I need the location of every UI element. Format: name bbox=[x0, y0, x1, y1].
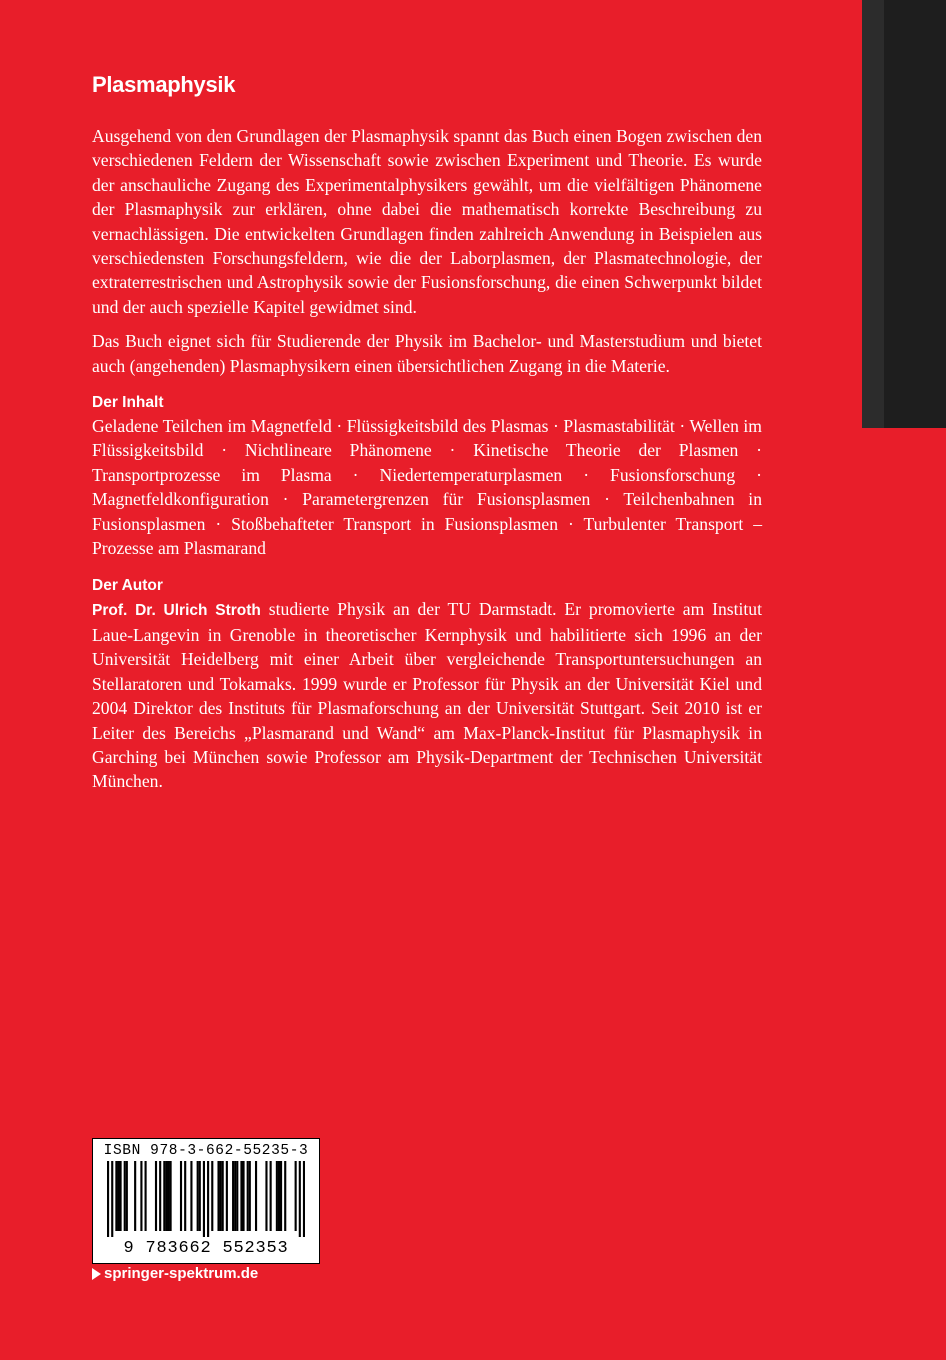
intro-paragraph-2: Das Buch eignet sich für Studierende der Physik im Bachelor- und Masterstudium und bietet auch (angehenden) Plasmaphysikern einen übersichtlichen Zugang in die Materie. bbox=[92, 331, 762, 376]
barcode-bar bbox=[140, 1161, 142, 1231]
barcode-bar bbox=[303, 1161, 305, 1237]
barcode-bar bbox=[220, 1161, 222, 1231]
barcode-digits: 9 783662 552353 bbox=[123, 1239, 289, 1258]
barcode-bar bbox=[207, 1161, 209, 1237]
barcode-bar bbox=[117, 1161, 119, 1231]
barcode-bar bbox=[211, 1161, 213, 1231]
author-name: Prof. Dr. Ulrich Stroth bbox=[92, 601, 261, 619]
barcode-bar bbox=[197, 1161, 199, 1231]
barcode-bar bbox=[120, 1161, 122, 1231]
barcode-bar bbox=[284, 1161, 286, 1231]
barcode-bar bbox=[240, 1161, 242, 1231]
barcode-bar bbox=[163, 1161, 165, 1231]
barcode-bar bbox=[222, 1161, 224, 1231]
publisher-url: springer-spektrum.de bbox=[104, 1265, 259, 1282]
barcode-bars bbox=[107, 1161, 305, 1237]
contents-text: Geladene Teilchen im Magnetfeld · Flüssigkeitsbild des Plasmas · Plasmastabilität · Wellen im Flüssigkeitsbild · Nichtlineare Phänomene · Kinetische Theorie der Plasmen · Transportprozesse im Plasma · Niedertemperaturplasmen · Fusionsforschung · Magnetfeldkonfiguration · Parametergrenzen für Fusionsplasmen · Teilchenbahnen in Fusionsplasmen · Stoßbehafteter Transport in Fusionsplasmen · Turbulenter Transport – Prozesse am Plasmarand bbox=[92, 416, 762, 559]
barcode-bar bbox=[159, 1161, 161, 1231]
barcode-bar bbox=[232, 1161, 234, 1231]
barcode-bar bbox=[184, 1161, 186, 1231]
author-bio: studierte Physik an der TU Darmstadt. Er promovierte am Institut Laue-Langevin in Grenoble in theoretischer Kernphysik und habilitierte sich 1996 an der Universität Heidelberg mit einer Arbeit über vergleichende Transportuntersuchungen an Stellaratoren und Tokamaks. 1999 wurde er Professor für Physik an der Universität Kiel und 2004 Direktor des Instituts für Plasmaforschung an der Universität Stuttgart. Seit 2010 ist er Leiter des Bereichs „Plasmarand und Wand“ am Max-Planck-Institut für Plasmaphysik in Garching bei München sowie Professor am Physik-Department der Technischen Universität München. bbox=[92, 598, 762, 792]
barcode-bar bbox=[107, 1161, 109, 1237]
barcode-bar bbox=[270, 1161, 272, 1231]
barcode-bar bbox=[265, 1161, 267, 1231]
barcode-bar bbox=[111, 1161, 113, 1237]
spine-bar bbox=[862, 0, 946, 428]
barcode-bar bbox=[247, 1161, 249, 1231]
barcode-bar bbox=[299, 1161, 301, 1237]
barcode-bar bbox=[134, 1161, 136, 1231]
barcode-bar bbox=[199, 1161, 201, 1231]
author-heading: Der Autor bbox=[92, 576, 163, 594]
barcode-bar bbox=[242, 1161, 244, 1231]
publisher-link[interactable] bbox=[92, 1265, 258, 1282]
book-title: Plasmaphysik bbox=[92, 72, 236, 97]
isbn-barcode bbox=[92, 1138, 320, 1264]
barcode-bar bbox=[126, 1161, 128, 1231]
play-triangle-icon bbox=[92, 1268, 101, 1280]
barcode-bar bbox=[170, 1161, 172, 1231]
barcode-bar bbox=[180, 1161, 182, 1231]
barcode-bar bbox=[145, 1161, 147, 1231]
barcode-bar bbox=[276, 1161, 278, 1231]
intro-paragraph-1: Ausgehend von den Grundlagen der Plasmaphysik spannt das Buch einen Bogen zwischen den verschiedenen Feldern der Wissenschaft sowie zwischen Experiment und Theorie. Es wurde der anschauliche Zugang des Experimentalphysikers gewählt, um die vielfältigen Phänomene der Plasmaphysik zur erklären, ohne dabei die mathematisch korrekte Beschreibung zu vernachlässigen. Die entwickelten Grundlagen finden zahlreich Anwendung in Beispielen aus verschiedensten Forschungsfeldern, wie die der Laborplasmen, der Plasmatechnologie, der extraterrestrischen und Astrophysik sowie der Fusionsforschung, die einen Schwerpunkt bildet und der auch spezielle Kapitel gewidmet sind. bbox=[92, 126, 762, 317]
spine-bar-inner bbox=[862, 0, 884, 428]
barcode-bar bbox=[226, 1161, 228, 1231]
author-text bbox=[92, 597, 762, 794]
barcode-bar bbox=[190, 1161, 192, 1231]
isbn-label: ISBN 978-3-662-55235-3 bbox=[103, 1143, 309, 1159]
barcode-bar bbox=[255, 1161, 257, 1231]
barcode-bar bbox=[234, 1161, 236, 1231]
barcode-bar bbox=[217, 1161, 219, 1231]
barcode-bar bbox=[165, 1161, 167, 1231]
barcode-bar bbox=[203, 1161, 205, 1237]
barcode-bar bbox=[278, 1161, 280, 1231]
barcode-bar bbox=[236, 1161, 238, 1231]
barcode-bar bbox=[280, 1161, 282, 1231]
barcode-bar bbox=[295, 1161, 297, 1231]
barcode-bar bbox=[155, 1161, 157, 1231]
barcode-bar bbox=[115, 1161, 117, 1231]
barcode-bar bbox=[124, 1161, 126, 1231]
barcode-bar bbox=[249, 1161, 251, 1231]
contents-heading: Der Inhalt bbox=[92, 394, 164, 412]
barcode-bar bbox=[167, 1161, 169, 1231]
back-cover-text bbox=[92, 72, 762, 804]
